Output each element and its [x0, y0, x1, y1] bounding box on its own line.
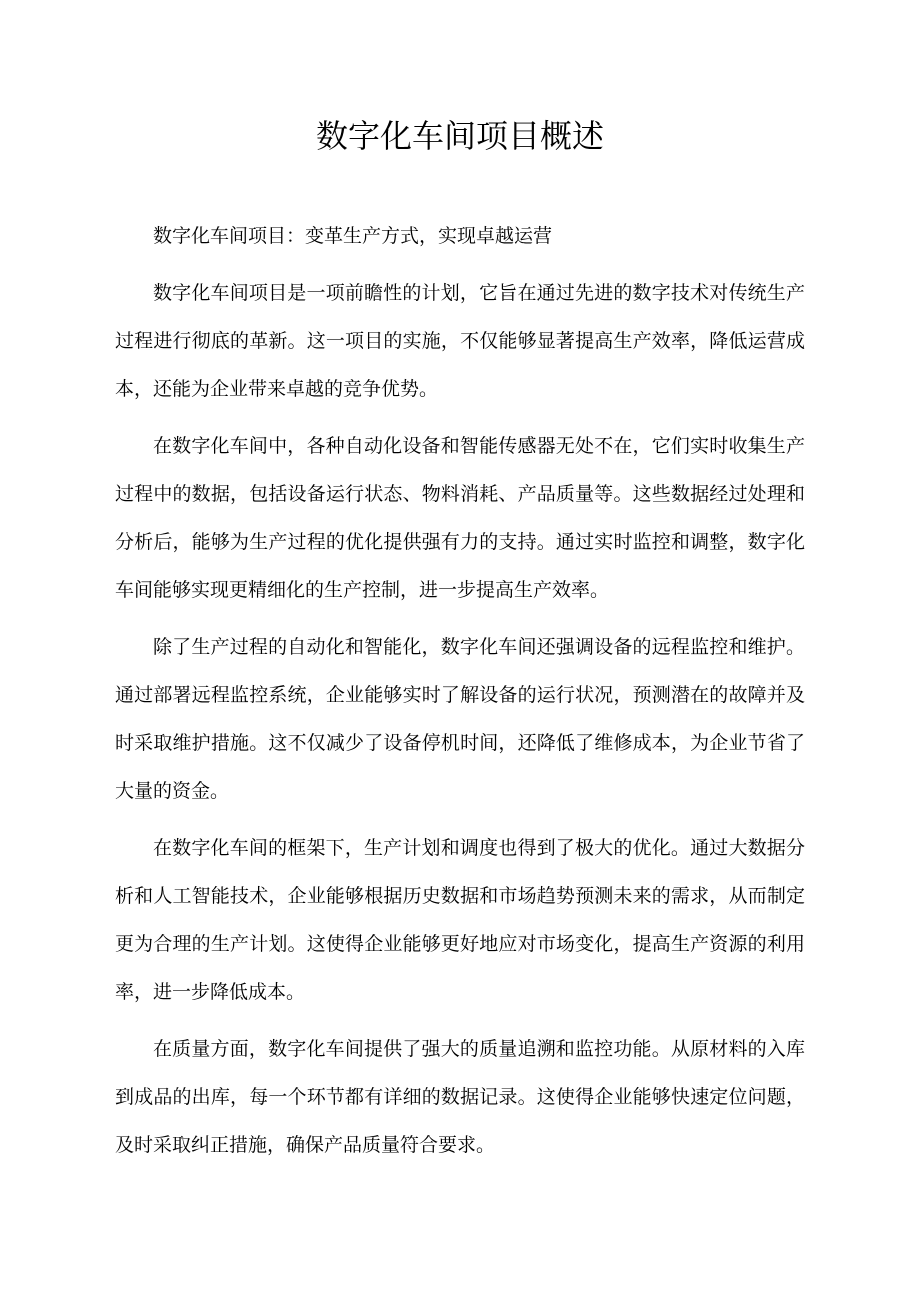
- document-body: [115, 212, 805, 1178]
- paragraph-intro: 数字化车间项目是一项前瞻性的计划，它旨在通过先进的数字技术对传统生产过程进行彻底的革新。这一项目的实施，不仅能够显著提高生产效率，降低运营成本，还能为企业带来卓越的竞争优势。: [115, 282, 805, 400]
- paragraph-subtitle: 数字化车间项目：变革生产方式，实现卓越运营: [153, 225, 553, 247]
- paragraph-remote-monitoring: 除了生产过程的自动化和智能化，数字化车间还强调设备的远程监控和维护。通过部署远程监控系统，企业能够实时了解设备的运行状况，预测潜在的故障并及时采取维护措施。这不仅减少了设备停机时间，还降低了维修成本，为企业节省了大量的资金。: [115, 636, 805, 802]
- paragraph-sensors: 在数字化车间中，各种自动化设备和智能传感器无处不在，它们实时收集生产过程中的数据，包括设备运行状态、物料消耗、产品质量等。这些数据经过处理和分析后，能够为生产过程的优化提供强有力的支持。通过实时监控和调整，数字化车间能够实现更精细化的生产控制，进一步提高生产效率。: [115, 435, 805, 601]
- document-title: 数字化车间项目概述: [315, 117, 604, 155]
- paragraph-planning: 在数字化车间的框架下，生产计划和调度也得到了极大的优化。通过大数据分析和人工智能技术，企业能够根据历史数据和市场趋势预测未来的需求，从而制定更为合理的生产计划。这使得企业能够更好地应对市场变化，提高生产资源的利用率，进一步降低成本。: [115, 837, 805, 1003]
- paragraph-quality: 在质量方面，数字化车间提供了强大的质量追溯和监控功能。从原材料的入库到成品的出库，每一个环节都有详细的数据记录。这使得企业能够快速定位问题，及时采取纠正措施，确保产品质量符合要求。: [115, 1038, 805, 1156]
